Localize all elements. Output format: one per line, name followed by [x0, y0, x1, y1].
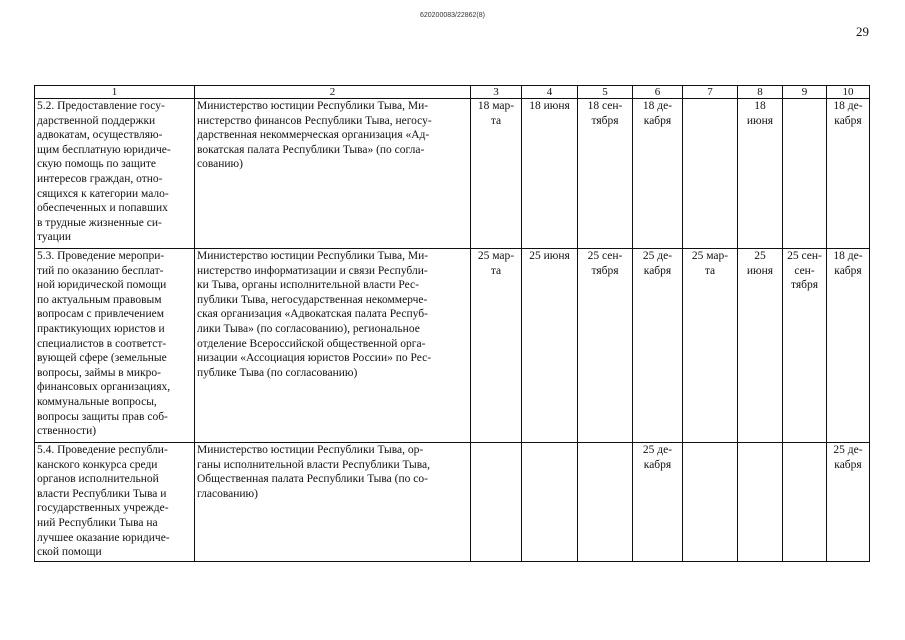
cell-line: июня	[746, 264, 774, 277]
cell-line: 5.3. Проведение меропри-	[37, 250, 165, 262]
cell-line: скую помощь по защите	[37, 158, 156, 171]
cell-line: та	[490, 114, 502, 127]
cell-line: 25 де-	[833, 444, 863, 456]
deadline-cell	[471, 99, 522, 249]
cell-line: государственных учрежде-	[37, 502, 169, 515]
cell-line: июня	[746, 114, 774, 127]
table-row	[35, 99, 870, 249]
deadline-cell	[633, 249, 683, 443]
cell-line: 18 июня	[529, 100, 570, 112]
cell-line: ной юридической помощи	[37, 279, 167, 292]
cell-line: органов исполнительной	[37, 473, 159, 486]
table-row	[35, 443, 870, 562]
cell-line: 25 сен-	[587, 250, 623, 262]
deadline-cell	[683, 99, 738, 249]
cell-line: лики Тыва» (по согласованию), региональное	[197, 322, 420, 335]
cell-line: власти Республики Тыва и	[37, 487, 167, 500]
cell-line: ки Тыва, органы исполнительной власти Рес-	[197, 279, 419, 292]
cell-line: низации «Ассоциация юристов России» по Рес-	[197, 352, 432, 365]
cell-line: 25	[754, 250, 766, 262]
deadline-cell	[738, 443, 783, 562]
cell-line: 25 де-	[642, 250, 673, 262]
deadline-cell	[827, 99, 870, 249]
deadline-cell	[738, 249, 783, 443]
cell-line: ний Республики Тыва на	[37, 516, 158, 529]
cell-line: 25 сен-	[787, 250, 822, 262]
cell-line: адвокатам, осуществляю-	[37, 129, 163, 142]
cell-line: 25 мар-	[691, 250, 729, 262]
cell-line: коммунальные вопросы,	[37, 395, 157, 408]
cell-line: 18 сен-	[587, 100, 623, 112]
cell-line: Общественная палата Республики Тыва (по со-	[197, 473, 428, 486]
cell-line: тября	[790, 279, 819, 292]
cell-line: вокатская палата Республики Тыва» (по согла-	[197, 143, 425, 156]
cell-line: дарственной поддержки	[37, 114, 156, 127]
deadline-cell	[827, 443, 870, 562]
deadline-cell	[522, 443, 578, 562]
cell-line: 25 июня	[529, 250, 570, 262]
cell-line: обеспеченных и попавших	[37, 202, 168, 215]
deadline-cell	[522, 99, 578, 249]
activity-name	[35, 249, 195, 443]
cell-line: публики Тыва, негосударственная некоммерче-	[197, 293, 428, 306]
cell-line: тября	[591, 114, 619, 127]
cell-line: ская организация «Адвокатская палата Респуб-	[197, 308, 428, 321]
cell-line: интересов граждан, отно-	[37, 172, 163, 185]
deadline-cell	[633, 443, 683, 562]
cell-line: Министерство юстиции Республики Тыва, Ми-	[197, 250, 429, 262]
cell-line: 5.2. Предоставление госу-	[37, 100, 165, 112]
cell-line: по актуальным правовым	[37, 293, 162, 306]
deadline-cell	[633, 99, 683, 249]
column-number: 1	[35, 86, 195, 99]
cell-line: 25 мар-	[477, 250, 515, 262]
cell-line: финансовых организациях,	[37, 381, 171, 394]
cell-line: 5.4. Проведение республи-	[37, 444, 168, 456]
column-number: 5	[578, 86, 633, 99]
column-number: 4	[522, 86, 578, 99]
table-row	[35, 249, 870, 443]
cell-line: специалистов в соответст-	[37, 337, 167, 350]
cell-line: кабря	[643, 264, 672, 277]
cell-line: ганы исполнительной власти Республики Тыва,	[197, 458, 430, 471]
deadline-cell	[578, 99, 633, 249]
deadline-cell	[471, 443, 522, 562]
cell-line: Министерство юстиции Республики Тыва, Ми-	[197, 100, 429, 112]
cell-line: сящихся к категории мало-	[37, 187, 169, 200]
cell-line: кабря	[834, 458, 862, 471]
deadline-cell	[683, 249, 738, 443]
cell-line: 18	[754, 100, 766, 112]
column-number: 8	[738, 86, 783, 99]
cell-line: гласованию)	[197, 487, 258, 500]
cell-line: лучшее оказание юридиче-	[37, 531, 170, 544]
column-number: 9	[783, 86, 827, 99]
deadline-cell	[783, 99, 827, 249]
deadline-cell	[471, 249, 522, 443]
column-number-row	[35, 86, 870, 99]
cell-line: вопросы, займы в микро-	[37, 366, 161, 379]
cell-line: публике Тыва (по согласованию)	[197, 366, 358, 379]
cell-line: Министерство юстиции Республики Тыва, ор-	[197, 444, 424, 456]
cell-line: кабря	[643, 114, 672, 127]
deadline-cell	[827, 249, 870, 443]
document-id: 620200083/22862(8)	[419, 12, 485, 19]
cell-line: дарственная некоммерческая организация «Ад-	[197, 129, 430, 142]
cell-line: практикующих юристов и	[37, 322, 165, 335]
cell-line: сен-	[794, 264, 815, 277]
column-number: 2	[195, 86, 471, 99]
deadline-cell	[683, 443, 738, 562]
executor-cell	[195, 249, 471, 443]
deadline-cell	[783, 443, 827, 562]
cell-line: отделение Всероссийской общественной орга-	[197, 337, 426, 350]
cell-line: канского конкурса среди	[37, 458, 158, 471]
column-number: 3	[471, 86, 522, 99]
executor-cell	[195, 99, 471, 249]
cell-line: 18 де-	[642, 100, 673, 112]
cell-line: ской помощи	[37, 546, 102, 559]
cell-line: вопросам с привлечением	[37, 308, 164, 321]
deadline-cell	[522, 249, 578, 443]
page-number: 29	[856, 24, 869, 39]
cell-line: кабря	[834, 264, 862, 277]
cell-line: тий по оказанию бесплат-	[37, 264, 164, 277]
cell-line: 18 де-	[833, 250, 863, 262]
cell-line: вующей сфере (земельные	[37, 352, 167, 365]
column-number: 7	[683, 86, 738, 99]
activity-name	[35, 99, 195, 249]
cell-line: нистерство финансов Республики Тыва, негосу-	[197, 114, 432, 127]
cell-line: тября	[591, 264, 619, 277]
cell-line: кабря	[834, 114, 862, 127]
activity-table	[34, 85, 870, 562]
cell-line: туации	[37, 231, 72, 244]
cell-line: нистерство информатизации и связи Республи-	[197, 264, 428, 277]
activity-name	[35, 443, 195, 562]
deadline-cell	[578, 249, 633, 443]
cell-line: кабря	[643, 458, 672, 471]
executor-cell	[195, 443, 471, 562]
column-number: 10	[827, 86, 870, 99]
cell-line: вопросы защиты прав соб-	[37, 410, 168, 423]
cell-line: ственности)	[37, 425, 97, 438]
deadline-cell	[783, 249, 827, 443]
cell-line: 18 де-	[833, 100, 863, 112]
cell-line: щим бесплатную юридиче-	[37, 143, 171, 156]
cell-line: та	[704, 264, 716, 277]
deadline-cell	[578, 443, 633, 562]
cell-line: 18 мар-	[477, 100, 515, 112]
cell-line: сованию)	[197, 158, 243, 171]
column-number: 6	[633, 86, 683, 99]
cell-line: 25 де-	[642, 444, 673, 456]
cell-line: в трудные жизненные си-	[37, 216, 162, 229]
deadline-cell	[738, 99, 783, 249]
cell-line: та	[490, 264, 502, 277]
